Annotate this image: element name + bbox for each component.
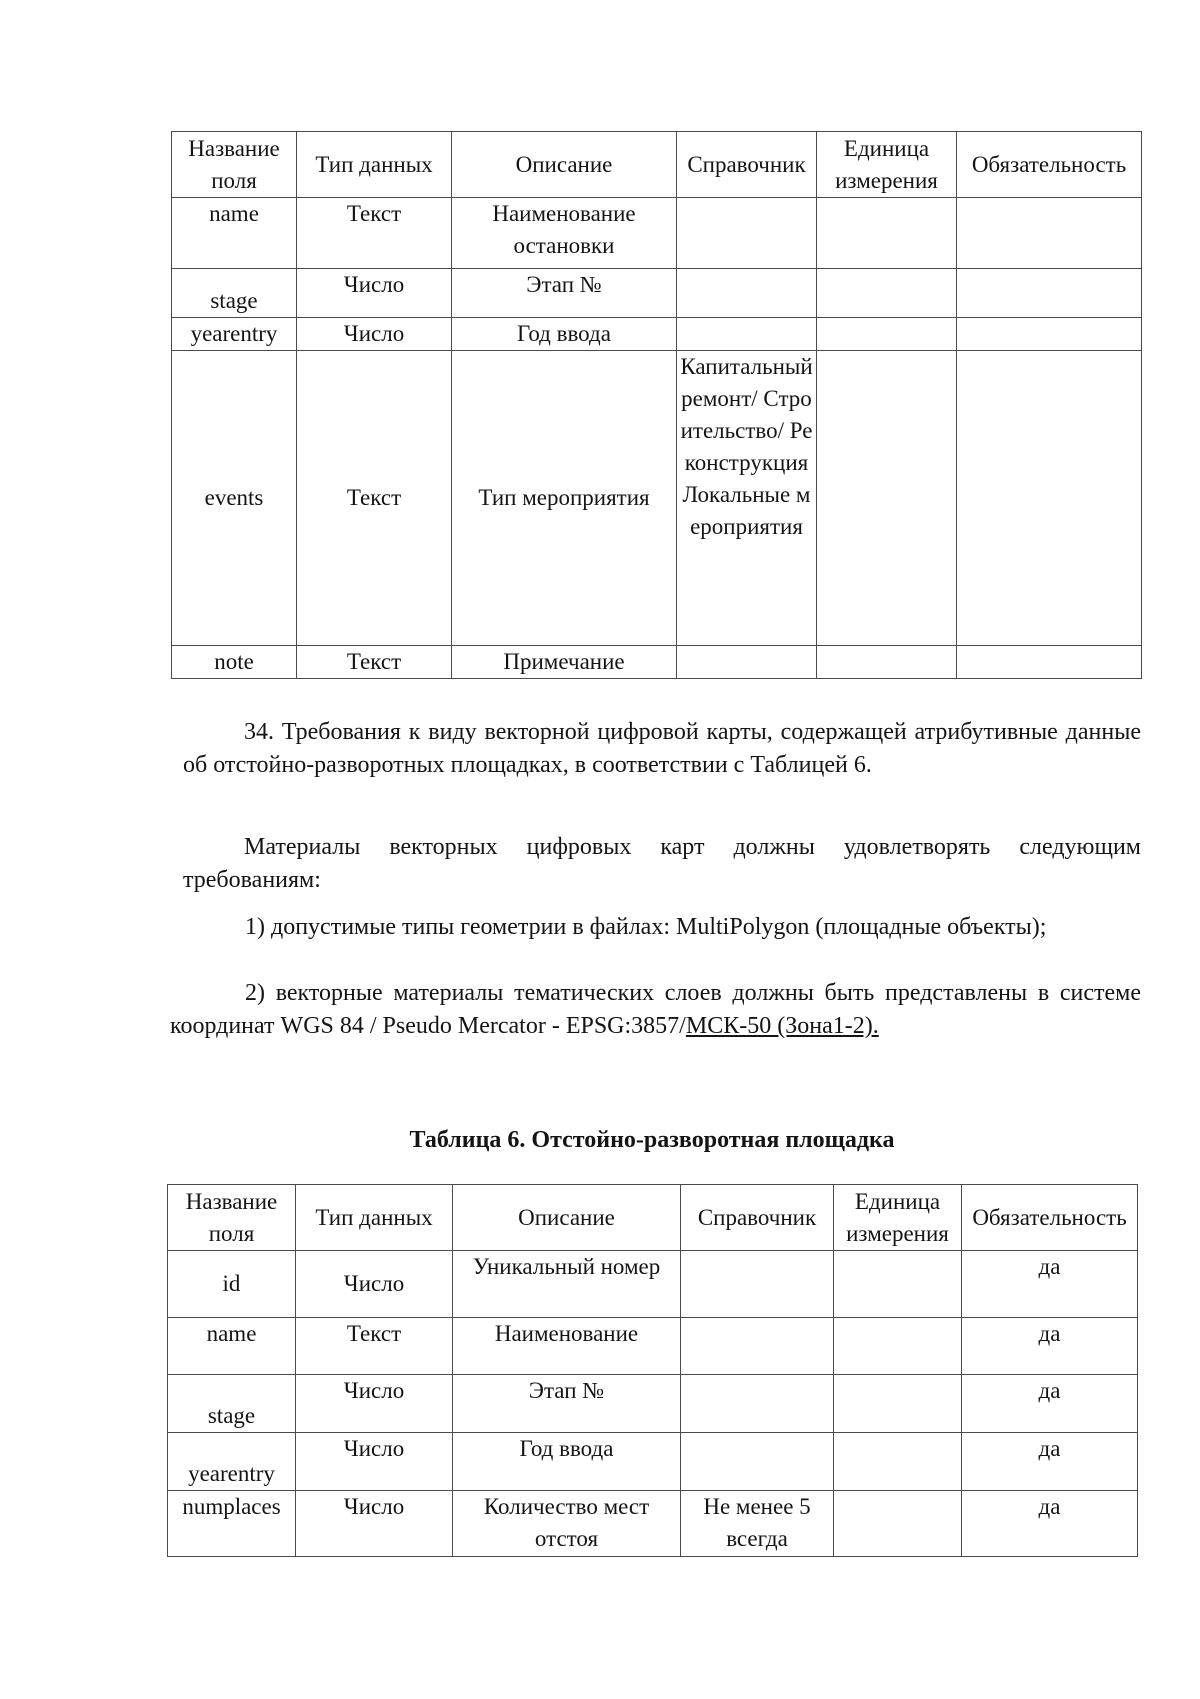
table-row <box>168 1491 1138 1557</box>
cell-unit <box>817 351 957 646</box>
cell-required: да <box>962 1433 1138 1491</box>
table-header-row <box>168 1185 1138 1251</box>
cell-required: да <box>962 1491 1138 1557</box>
cell-unit <box>834 1375 962 1433</box>
cell-description: Примечание <box>452 646 677 679</box>
cell-reference <box>681 1318 834 1375</box>
header-reference: Справочник <box>677 132 817 198</box>
header-field-name: Название поля <box>168 1185 296 1251</box>
cell-description: Этап № <box>453 1375 681 1433</box>
cell-required <box>957 351 1142 646</box>
attributes-table-stops <box>171 131 1142 679</box>
header-reference: Справочник <box>681 1185 834 1251</box>
cell-type: Текст <box>297 646 452 679</box>
cell-required <box>957 269 1142 318</box>
cell-field: events <box>172 351 297 646</box>
cell-type: Текст <box>296 1318 453 1375</box>
cell-reference <box>677 198 817 269</box>
cell-reference <box>677 646 817 679</box>
list-item-2 <box>170 977 1141 1043</box>
cell-unit <box>817 269 957 318</box>
table-row <box>172 351 1142 646</box>
cell-description: Год ввода <box>452 318 677 351</box>
cell-description: Год ввода <box>453 1433 681 1491</box>
table-row <box>172 198 1142 269</box>
cell-field: name <box>168 1318 296 1375</box>
cell-unit <box>834 1433 962 1491</box>
table-header-row <box>172 132 1142 198</box>
cell-reference <box>681 1251 834 1318</box>
cell-description: Уникальный номер <box>453 1251 681 1318</box>
paragraph-34: 34. Требования к виду векторной цифровой карты, содержащей атрибутивные данные об отстойно-разворотных площадках, в соответствии с Таблицей 6. <box>183 719 1141 778</box>
header-field-name: Название поля <box>172 132 297 198</box>
cell-unit <box>834 1318 962 1375</box>
list-item-2-text: 2) векторные материалы тематических слоев должны быть представлены в системе координат WGS 84 / Pseudo Mercator - EPSG:3857/ <box>170 980 1141 1039</box>
cell-reference <box>681 1433 834 1491</box>
cell-field: stage <box>168 1375 296 1433</box>
attributes-table-turnaround-area <box>167 1184 1138 1557</box>
cell-field: yearentry <box>168 1433 296 1491</box>
table-row <box>168 1318 1138 1375</box>
cell-reference: Не менее 5 всегда <box>681 1491 834 1557</box>
cell-description: Этап № <box>452 269 677 318</box>
table-row <box>168 1433 1138 1491</box>
table-row <box>168 1251 1138 1318</box>
table-6-caption: Таблица 6. Отстойно-разворотная площадка <box>409 1127 895 1153</box>
cell-required <box>957 198 1142 269</box>
cell-description: Тип мероприятия <box>452 351 677 646</box>
cell-required: да <box>962 1251 1138 1318</box>
cell-required <box>957 646 1142 679</box>
cell-type: Число <box>296 1433 453 1491</box>
list-item-2-underlined-text: МСК-50 (Зона1-2). <box>685 1013 879 1039</box>
cell-field: note <box>172 646 297 679</box>
cell-type: Текст <box>297 351 452 646</box>
header-data-type: Тип данных <box>297 132 452 198</box>
cell-field: numplaces <box>168 1491 296 1557</box>
cell-description: Наименование остановки <box>452 198 677 269</box>
cell-unit <box>817 198 957 269</box>
table-row <box>172 646 1142 679</box>
cell-description: Наименование <box>453 1318 681 1375</box>
cell-unit <box>817 646 957 679</box>
cell-field: name <box>172 198 297 269</box>
header-unit: Единица измерения <box>834 1185 962 1251</box>
cell-type: Число <box>296 1251 453 1318</box>
cell-unit <box>834 1491 962 1557</box>
cell-field: id <box>168 1251 296 1318</box>
header-required: Обязательность <box>957 132 1142 198</box>
table-row <box>172 269 1142 318</box>
cell-required: да <box>962 1375 1138 1433</box>
table-row <box>172 318 1142 351</box>
cell-unit <box>817 318 957 351</box>
cell-field: yearentry <box>172 318 297 351</box>
cell-type: Число <box>296 1375 453 1433</box>
table-row <box>168 1375 1138 1433</box>
header-description: Описание <box>453 1185 681 1251</box>
header-description: Описание <box>452 132 677 198</box>
cell-type: Текст <box>297 198 452 269</box>
cell-field: stage <box>172 269 297 318</box>
cell-description: Количество мест отстоя <box>453 1491 681 1557</box>
cell-type: Число <box>296 1491 453 1557</box>
cell-reference <box>677 318 817 351</box>
cell-required <box>957 318 1142 351</box>
paragraph-materials: Материалы векторных цифровых карт должны удовлетворять следующим требованиям: <box>183 834 1141 893</box>
header-required: Обязательность <box>962 1185 1138 1251</box>
cell-unit <box>834 1251 962 1318</box>
cell-type: Число <box>297 269 452 318</box>
cell-type: Число <box>297 318 452 351</box>
cell-reference: Капитальный ремонт/ Строительство/ Реконструкция Локальные мероприятия <box>677 351 817 646</box>
header-data-type: Тип данных <box>296 1185 453 1251</box>
cell-required: да <box>962 1318 1138 1375</box>
header-unit: Единица измерения <box>817 132 957 198</box>
list-item-1: 1) допустимые типы геометрии в файлах: MultiPolygon (площадные объекты); <box>245 914 1047 940</box>
cell-reference <box>677 269 817 318</box>
cell-reference <box>681 1375 834 1433</box>
